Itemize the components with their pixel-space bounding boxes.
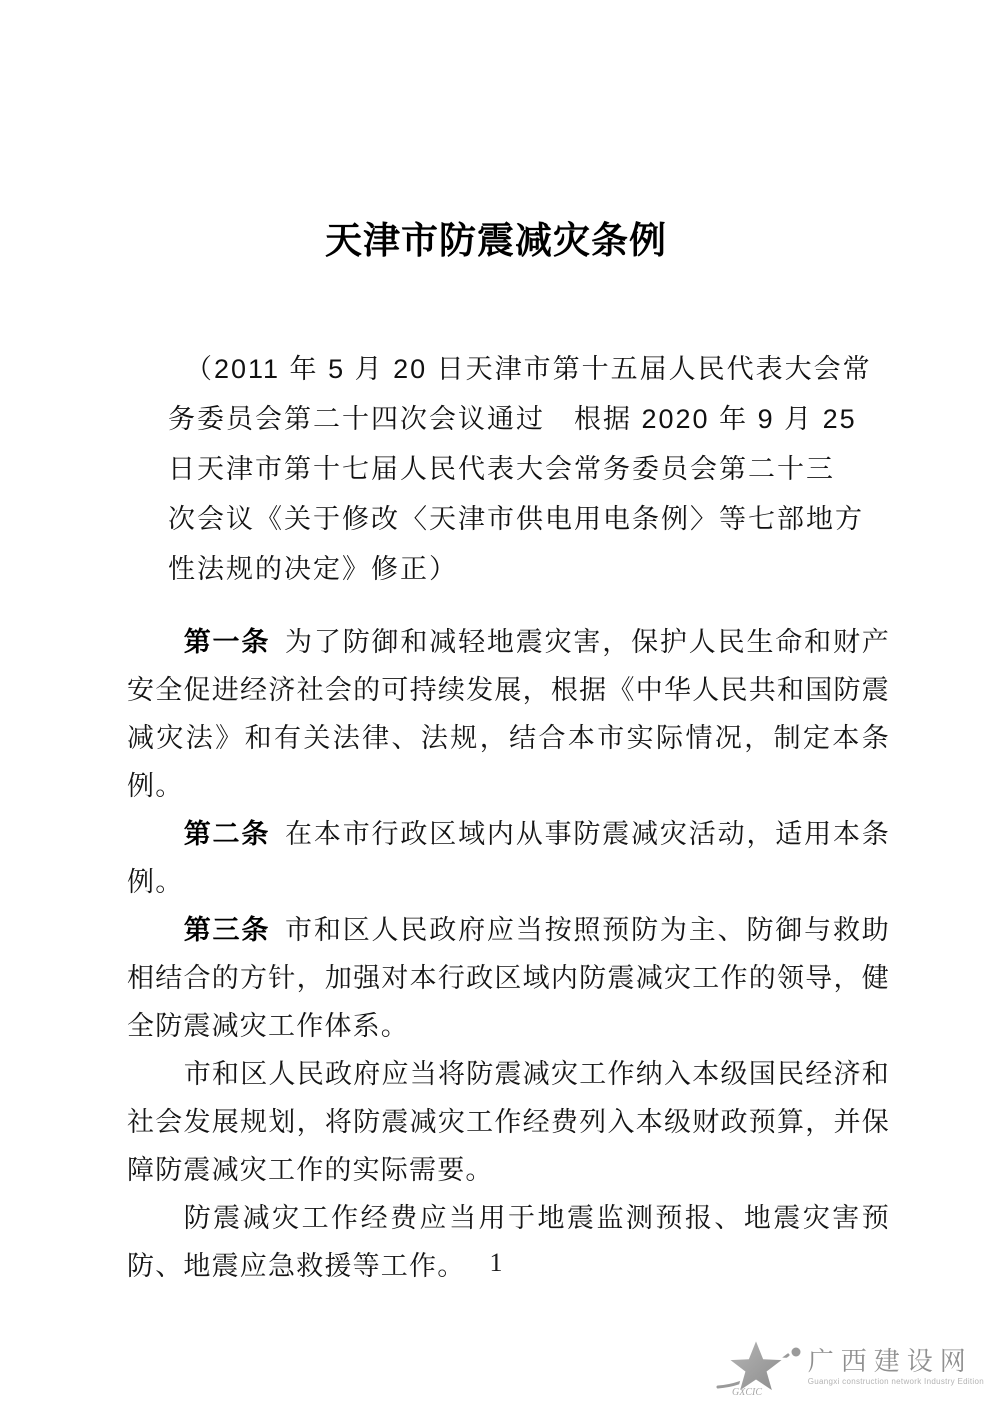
article-number: 第三条 (183, 915, 271, 945)
article-text: 市和区人民政府应当按照预防为主、防御与救助相结合的方针，加强对本行政区域内防震减灾工作的领导，健全防震减灾工作体系。 (127, 915, 890, 1041)
star-logo-icon (714, 1335, 806, 1399)
article-body (127, 618, 890, 1290)
article-paragraph (127, 906, 890, 1050)
article-text: 在本市行政区域内从事防震减灾活动，适用本条例。 (127, 819, 890, 897)
article-text: 防震减灾工作经费应当用于地震监测预报、地震灾害预防、地震应急救援等工作。 (127, 1203, 890, 1281)
article-number: 第二条 (183, 819, 271, 849)
logo-letters: GXCIC (731, 1387, 762, 1398)
article-paragraph (127, 1050, 890, 1194)
orbit-dot (791, 1348, 800, 1357)
preamble-line: 务委员会第二十四次会议通过 根据 2020 年 9 月 25 (168, 404, 857, 434)
article-text: 为了防御和减轻地震灾害，保护人民生命和财产安全促进经济社会的可持续发展，根据《中华人民共和国防震减灾法》和有关法律、法规，结合本市实际情况，制定本条例。 (127, 627, 890, 801)
preamble-line: 性法规的决定》修正） (168, 554, 458, 584)
content-area (0, 344, 992, 1290)
watermark (714, 1335, 984, 1399)
preamble-line: 日天津市第十七届人民代表大会常务委员会第二十三 (168, 454, 835, 484)
page-title: 天津市防震减灾条例 (325, 220, 667, 261)
preamble-block (168, 344, 872, 594)
watermark-site-name: 广西建设网 (807, 1347, 973, 1376)
article-paragraph (127, 810, 890, 906)
watermark-text (808, 1347, 984, 1387)
page-number: 1 (489, 1248, 503, 1277)
preamble-line: （2011 年 5 月 20 日天津市第十五届人民代表大会常 (185, 354, 872, 384)
watermark-site-subtitle: Guangxi construction network Industry Edition (807, 1377, 984, 1386)
article-number: 第一条 (183, 627, 271, 657)
preamble-line: 次会议《关于修改〈天津市供电用电条例〉等七部地方 (168, 504, 864, 534)
article-paragraph (127, 618, 890, 810)
article-text: 市和区人民政府应当将防震减灾工作纳入本级国民经济和社会发展规划，将防震减灾工作经费列入本级财政预算，并保障防震减灾工作的实际需要。 (127, 1059, 890, 1185)
